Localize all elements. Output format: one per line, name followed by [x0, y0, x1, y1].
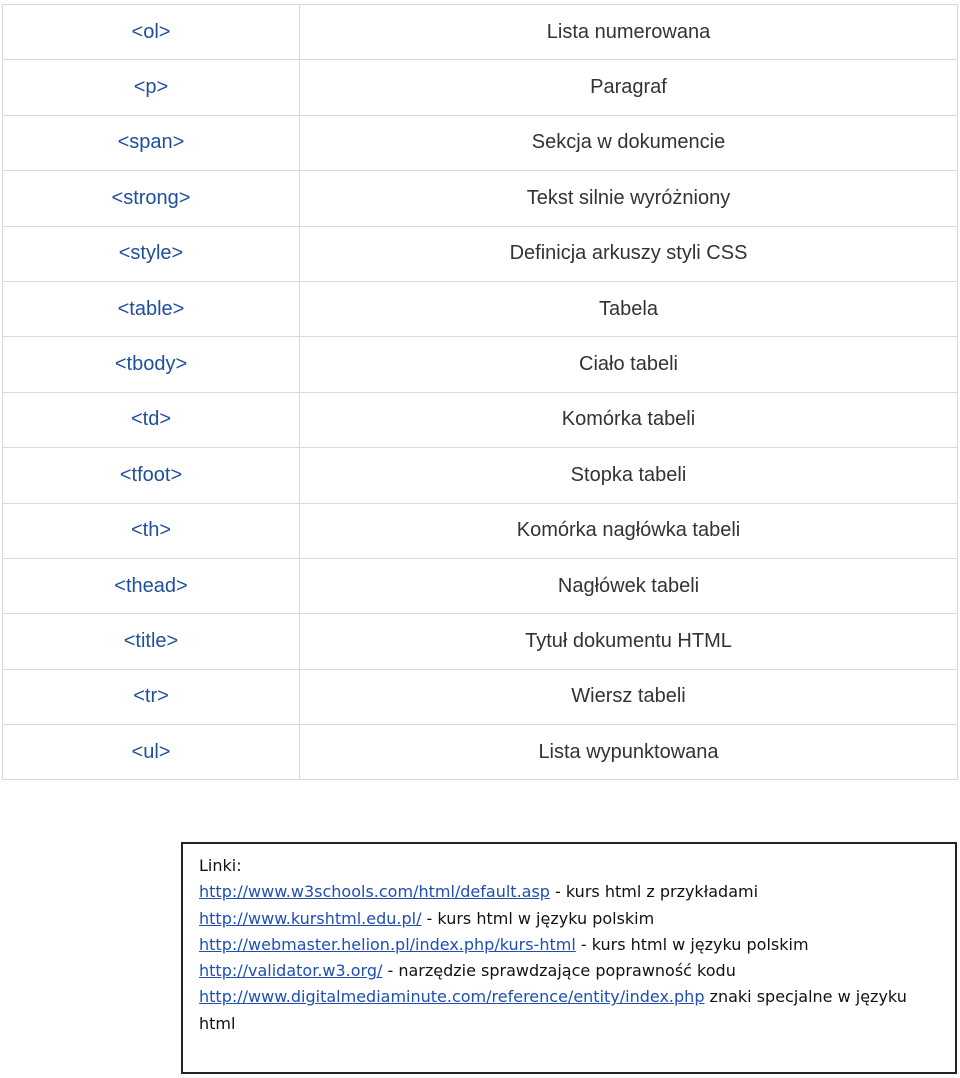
tag-cell: <title> — [3, 614, 300, 669]
description-cell: Sekcja w dokumencie — [300, 115, 958, 170]
link-helion[interactable]: http://webmaster.helion.pl/index.php/kurs-html — [199, 934, 576, 954]
link-digitalmediaminute[interactable]: http://www.digitalmediaminute.com/reference/entity/index.php — [199, 987, 705, 1007]
table-row — [3, 5, 958, 60]
table-row — [3, 115, 958, 170]
links-box — [181, 842, 957, 1074]
tag-cell: <table> — [3, 281, 300, 336]
table-row — [3, 503, 958, 558]
description-cell: Tytuł dokumentu HTML — [300, 614, 958, 669]
tag-cell: <strong> — [3, 171, 300, 226]
links-heading: Linki: — [199, 856, 242, 875]
tag-cell: <ol> — [3, 5, 300, 60]
link-validator[interactable]: http://validator.w3.org/ — [199, 961, 383, 981]
description-cell: Tekst silnie wyróżniony — [300, 171, 958, 226]
table-row — [3, 448, 958, 503]
link-w3schools[interactable]: http://www.w3schools.com/html/default.asp — [199, 882, 550, 902]
link-line — [199, 984, 941, 1037]
tag-cell: <p> — [3, 60, 300, 115]
link-kurshtml[interactable]: http://www.kurshtml.edu.pl/ — [199, 908, 422, 928]
tag-cell: <tr> — [3, 669, 300, 724]
tag-cell: <tbody> — [3, 337, 300, 392]
description-cell: Stopka tabeli — [300, 448, 958, 503]
link-line — [199, 879, 941, 905]
html-tags-table — [2, 4, 958, 780]
tag-cell: <th> — [3, 503, 300, 558]
description-cell: Nagłówek tabeli — [300, 558, 958, 613]
link-line — [199, 958, 941, 984]
table-row — [3, 171, 958, 226]
description-cell: Lista wypunktowana — [300, 725, 958, 780]
table-row — [3, 392, 958, 447]
description-cell: Wiersz tabeli — [300, 669, 958, 724]
table-row — [3, 725, 958, 780]
link-line — [199, 906, 941, 932]
link-description: - narzędzie sprawdzające poprawność kodu — [382, 961, 736, 981]
link-description: - kurs html w języku polskim — [421, 908, 655, 928]
description-cell: Lista numerowana — [300, 5, 958, 60]
table-row — [3, 614, 958, 669]
description-cell: Tabela — [300, 281, 958, 336]
link-description: znaki specjalne w języku html — [199, 987, 907, 1033]
description-cell: Komórka tabeli — [300, 392, 958, 447]
table-row — [3, 669, 958, 724]
description-cell: Ciało tabeli — [300, 337, 958, 392]
tag-cell: <ul> — [3, 725, 300, 780]
link-description: - kurs html w języku polskim — [575, 934, 809, 954]
tag-cell: <style> — [3, 226, 300, 281]
link-description: - kurs html z przykładami — [549, 882, 759, 902]
tag-cell: <thead> — [3, 558, 300, 613]
table-row — [3, 226, 958, 281]
tag-cell: <td> — [3, 392, 300, 447]
description-cell: Definicja arkuszy styli CSS — [300, 226, 958, 281]
link-line — [199, 932, 941, 958]
tag-cell: <span> — [3, 115, 300, 170]
description-cell: Paragraf — [300, 60, 958, 115]
table-row — [3, 558, 958, 613]
description-cell: Komórka nagłówka tabeli — [300, 503, 958, 558]
table-row — [3, 281, 958, 336]
table-row — [3, 337, 958, 392]
table-row — [3, 60, 958, 115]
tag-cell: <tfoot> — [3, 448, 300, 503]
